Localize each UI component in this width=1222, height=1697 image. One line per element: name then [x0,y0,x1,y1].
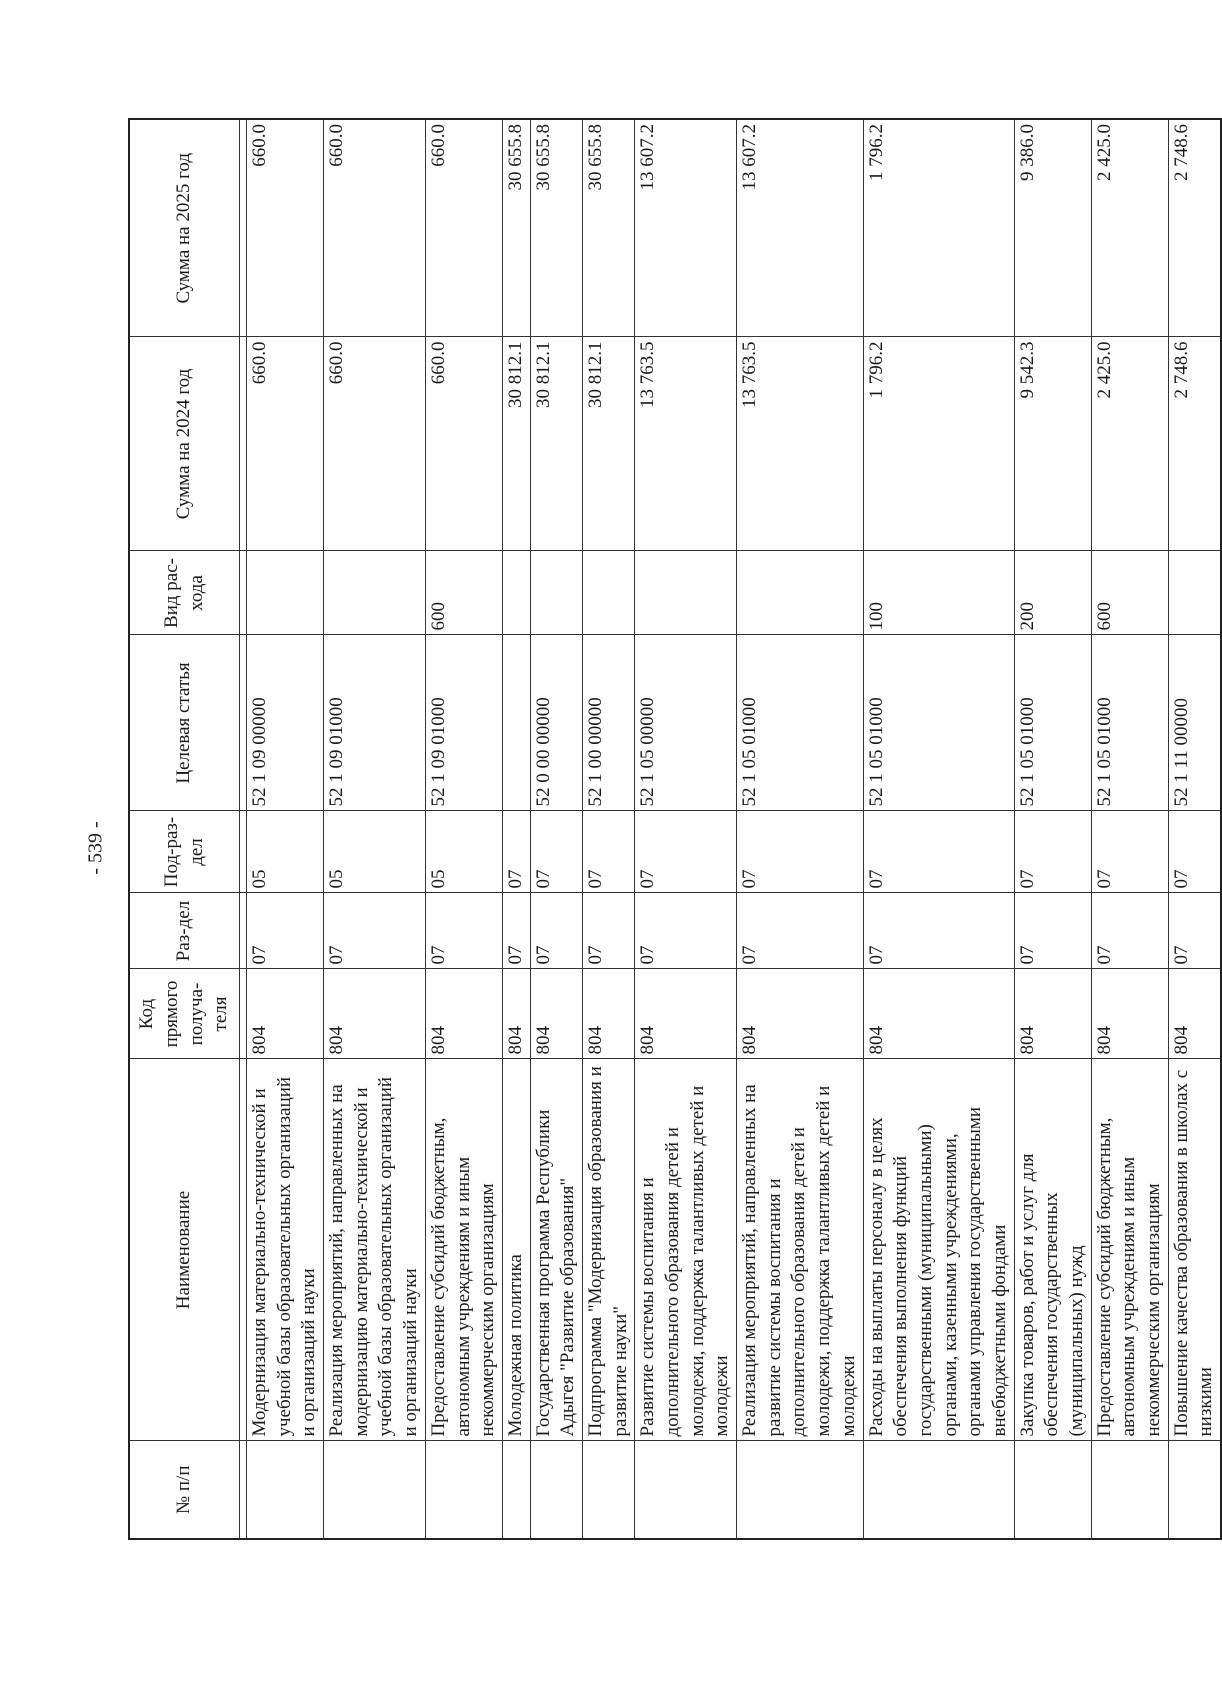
row-expense-type [324,551,426,635]
row-sum-2025: 660.0 [425,119,502,337]
row-subsection: 07 [635,811,737,893]
row-section: 07 [582,893,634,969]
row-target-article: 52 1 05 01000 [1091,635,1168,811]
table-row [1014,119,1091,1539]
header-subsection: Под-раз-дел [129,811,240,893]
row-target-article: 52 1 05 01000 [863,635,1014,811]
row-target-article: 52 1 00 00000 [582,635,634,811]
row-num [1168,1441,1221,1539]
row-section: 07 [502,893,530,969]
header-separator-row [240,119,247,1539]
row-num [582,1441,634,1539]
row-expense-type: 200 [1014,551,1091,635]
header-section: Раз-дел [129,893,240,969]
row-sum-2024: 9 542.3 [1014,337,1091,551]
row-subsection: 05 [247,811,324,893]
header-sum-2025: Сумма на 2025 год [129,119,240,337]
row-name: Закупка товаров, работ и услуг для обеспечения государственных (муниципальных) нужд [1014,1059,1091,1441]
table-row [530,119,582,1539]
table-row [582,119,634,1539]
row-target-article: 52 1 05 01000 [737,635,863,811]
row-section: 07 [737,893,863,969]
row-target-article: 52 1 11 00000 [1168,635,1221,811]
table-row [502,119,530,1539]
row-subsection: 07 [530,811,582,893]
row-name: Расходы на выплаты персоналу в целях обеспечения выполнения функций государственными (муниципальными) органами, казенными учреждениями, органами управления государственными внебюджетными фондами [863,1059,1014,1441]
row-sum-2024: 13 763.5 [635,337,737,551]
table-row [247,119,324,1539]
row-name: Государственная программа Республики Адыгея "Развитие образования" [530,1059,582,1441]
row-sum-2024: 660.0 [425,337,502,551]
table-row [635,119,737,1539]
page-number: - 539 - [84,821,107,875]
row-sum-2024: 2 748.6 [1168,337,1221,551]
row-subsection: 07 [1168,811,1221,893]
row-num [324,1441,426,1539]
row-recipient-code: 804 [425,969,502,1059]
row-target-article: 52 1 09 00000 [247,635,324,811]
row-expense-type: 600 [1091,551,1168,635]
header-num: № п/п [129,1441,240,1539]
row-recipient-code: 804 [1091,969,1168,1059]
row-num [247,1441,324,1539]
table-row [863,119,1014,1539]
row-name: Реализация мероприятий, направленных на модернизацию материально-технической и учебной базы образовательных организаций и организаций науки [324,1059,426,1441]
row-target-article: 52 1 09 01000 [324,635,426,811]
row-expense-type [737,551,863,635]
row-subsection: 05 [324,811,426,893]
row-num [635,1441,737,1539]
row-num [1014,1441,1091,1539]
row-name: Подпрограмма "Модернизация образования и развитие науки" [582,1059,634,1441]
header-recipient-code: Код прямого получа-теля [129,969,240,1059]
row-section: 07 [1014,893,1091,969]
row-recipient-code: 804 [863,969,1014,1059]
row-expense-type [247,551,324,635]
row-sum-2025: 660.0 [247,119,324,337]
row-sum-2025: 660.0 [324,119,426,337]
rotated-table-container [128,120,1217,1540]
row-expense-type [582,551,634,635]
row-sum-2025: 2 425.0 [1091,119,1168,337]
header-name: Наименование [129,1059,240,1441]
row-num [530,1441,582,1539]
row-name: Реализация мероприятий, направленных на развитие системы воспитания и дополнительного образования детей и молодежи, поддержка талантливых детей и молодежи [737,1059,863,1441]
row-sum-2025: 13 607.2 [737,119,863,337]
row-num [502,1441,530,1539]
budget-table [128,118,1222,1540]
row-subsection: 07 [1014,811,1091,893]
row-section: 07 [247,893,324,969]
row-name: Предоставление субсидий бюджетным, автономным учреждениям и иным некоммерческим организациям [425,1059,502,1441]
row-recipient-code: 804 [530,969,582,1059]
row-name: Молодежная политика [502,1059,530,1441]
row-expense-type [1168,551,1221,635]
row-name: Развитие системы воспитания и дополнительного образования детей и молодежи, поддержка талантливых детей и молодежи [635,1059,737,1441]
row-subsection: 07 [737,811,863,893]
row-subsection: 07 [582,811,634,893]
row-subsection: 07 [863,811,1014,893]
row-name: Повышение качества образования в школах с низкими [1168,1059,1221,1441]
row-section: 07 [1168,893,1221,969]
row-expense-type [502,551,530,635]
row-section: 07 [1091,893,1168,969]
row-expense-type: 100 [863,551,1014,635]
row-sum-2025: 9 386.0 [1014,119,1091,337]
row-sum-2024: 30 812.1 [582,337,634,551]
row-target-article: 52 1 05 01000 [1014,635,1091,811]
row-target-article: 52 0 00 00000 [530,635,582,811]
row-sum-2025: 1 796.2 [863,119,1014,337]
row-sum-2025: 30 655.8 [502,119,530,337]
row-sum-2024: 13 763.5 [737,337,863,551]
row-num [425,1441,502,1539]
row-recipient-code: 804 [324,969,426,1059]
table-row [1168,119,1221,1539]
header-expense-type: Вид рас-хода [129,551,240,635]
row-section: 07 [863,893,1014,969]
row-recipient-code: 804 [1014,969,1091,1059]
row-target-article: 52 1 09 01000 [425,635,502,811]
row-recipient-code: 804 [582,969,634,1059]
row-num [1091,1441,1168,1539]
table-row [425,119,502,1539]
row-num [863,1441,1014,1539]
table-header-row [129,119,240,1539]
row-recipient-code: 804 [502,969,530,1059]
row-target-article: 52 1 05 00000 [635,635,737,811]
row-recipient-code: 804 [635,969,737,1059]
row-section: 07 [324,893,426,969]
row-sum-2024: 660.0 [324,337,426,551]
table-row [324,119,426,1539]
row-section: 07 [530,893,582,969]
header-sum-2024: Сумма на 2024 год [129,337,240,551]
row-target-article [502,635,530,811]
row-sum-2024: 1 796.2 [863,337,1014,551]
row-num [737,1441,863,1539]
row-sum-2024: 2 425.0 [1091,337,1168,551]
row-sum-2024: 660.0 [247,337,324,551]
row-recipient-code: 804 [247,969,324,1059]
table-row [737,119,863,1539]
row-recipient-code: 804 [737,969,863,1059]
row-subsection: 07 [1091,811,1168,893]
row-sum-2025: 2 748.6 [1168,119,1221,337]
row-name: Предоставление субсидий бюджетным, автономным учреждениям и иным некоммерческим организациям [1091,1059,1168,1441]
table-row [1091,119,1168,1539]
row-sum-2025: 30 655.8 [582,119,634,337]
row-subsection: 07 [502,811,530,893]
row-section: 07 [425,893,502,969]
row-sum-2024: 30 812.1 [502,337,530,551]
row-subsection: 05 [425,811,502,893]
row-recipient-code: 804 [1168,969,1221,1059]
row-expense-type [635,551,737,635]
row-expense-type [530,551,582,635]
row-section: 07 [635,893,737,969]
row-sum-2024: 30 812.1 [530,337,582,551]
row-expense-type: 600 [425,551,502,635]
row-name: Модернизация материально-технической и учебной базы образовательных организаций и организаций науки [247,1059,324,1441]
header-target-article: Целевая статья [129,635,240,811]
row-sum-2025: 13 607.2 [635,119,737,337]
row-sum-2025: 30 655.8 [530,119,582,337]
